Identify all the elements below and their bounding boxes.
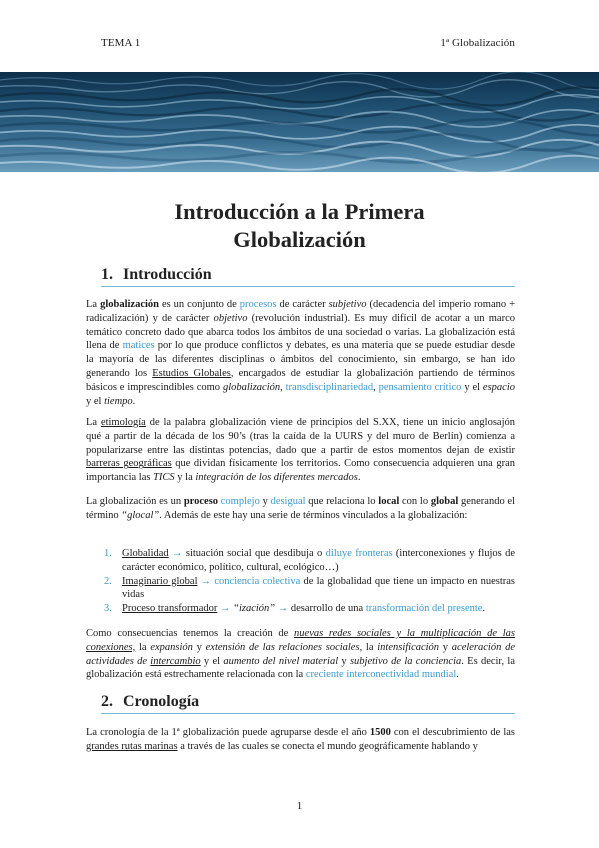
section-title: Introducción: [123, 266, 212, 283]
page-number: 1: [296, 800, 303, 812]
header-topic: 1ª Globalización: [440, 37, 515, 49]
header-chapter: TEMA 1: [101, 37, 141, 49]
sea-banner-image: [0, 72, 599, 172]
paragraph-etymology: La etimología de la palabra globalización viene de principios del S.XX, tiene un inicio anglosajón qué a partir de la década de los 90’s (tras la caída de la UURS y del muro de Berlín) comienza a popularizarse entre las distintas potencias, dado que a partir de estos momentos dejan de existir barreras geográficas que dividan físicamente los territorios. Como consecuencia adquieren una gran importancia las TICS y la integración de los diferentes mercados.: [86, 417, 515, 484]
section-heading-introduccion: [101, 266, 515, 287]
terms-list: [86, 547, 515, 616]
title-line-2: Globalización: [233, 227, 366, 252]
section-number: 2.: [101, 693, 113, 710]
document-title: [0, 198, 599, 254]
section-number: 1.: [101, 266, 113, 283]
section-heading-cronologia: [101, 693, 515, 714]
list-item: 2. Imaginario global → conciencia colectiva de la globalidad que tiene un impacto en nuestras vidas: [104, 575, 516, 601]
list-item: 3. Proceso transformador → “ización” → desarrollo de una transformación del presente.: [104, 603, 486, 615]
title-line-1: Introducción a la Primera: [174, 199, 425, 224]
paragraph-chronology: La cronología de la 1ª globalización puede agruparse desde el año 1500 con el descubrimiento de las grandes rutas marinas a través de las cuales se conecta el mundo geográficamente hablando y: [86, 727, 515, 752]
list-item: 1. Globalidad → situación social que desdibuja o diluye fronteras (interconexiones y flujos de carácter económico, político, cultural, ecológico…): [104, 548, 515, 573]
paragraph-consequences: Como consecuencias tenemos la creación de nuevas redes sociales y la multiplicación de las conexiones, la expansión y extensión de las relaciones sociales, la intensificación y aceleración de actividades de intercambio y el aumento del nivel material y subjetivo de la conciencia. Es decir, la globalización está estrechamente relacionada con la creciente interconectividad mundial.: [86, 628, 515, 681]
paragraph-process: La globalización es un proceso complejo y desigual que relaciona lo local con lo global generando el término “glocal”. Además de este hay una serie de términos vinculados a la globalización:: [86, 496, 516, 521]
section-title: Cronología: [123, 693, 200, 710]
paragraph-definition: La globalización es un conjunto de procesos de carácter subjetivo (decadencia del imperio romano + radicalización) y de carácter objetivo (revolución industrial). Es muy difícil de acotar a un marco temático concreto dado que abarca todos los ámbitos de una sociedad o varias. La globalización está llena de matices por lo que produce conflictos y debates, es una materia que se puede estudiar desde la mayoría de las diferentes disciplinas o ámbitos del conocimiento, sin embargo, se han ido generando los Estudios Globales, encargados de estudiar la globalización partiendo de términos básicos e imprescindibles como globalización, transdisciplinariedad, pensamiento crítico y el espacio y el tiempo.: [86, 299, 516, 407]
